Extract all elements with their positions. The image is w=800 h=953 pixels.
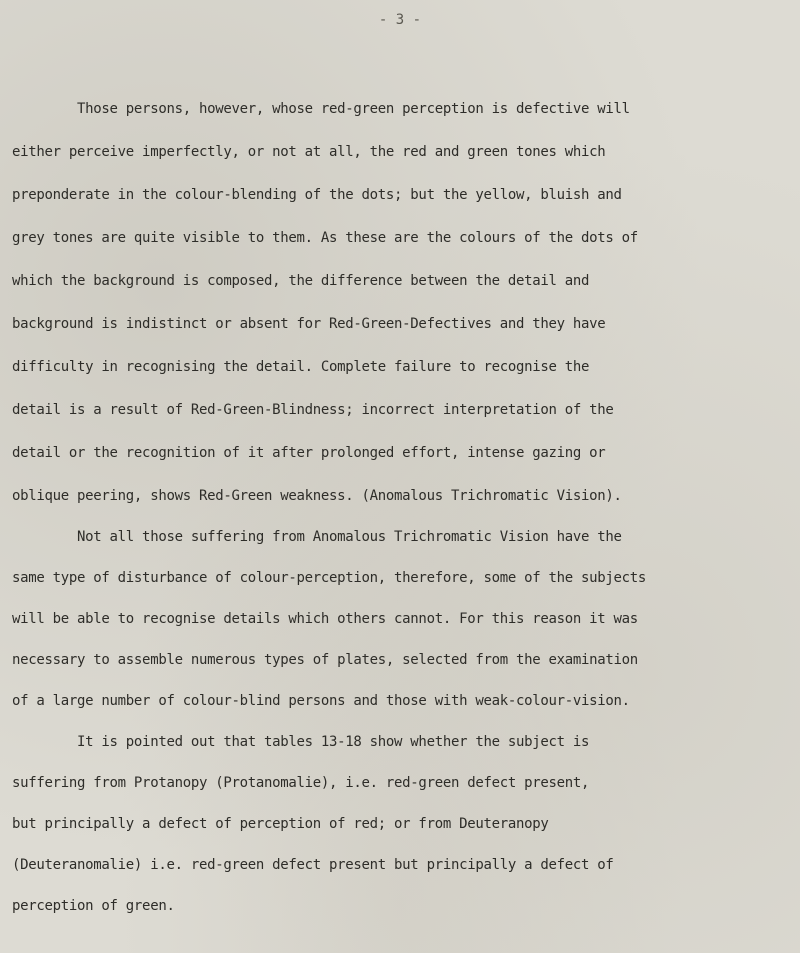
page-number: - 3 - bbox=[378, 12, 422, 28]
text-line: It is pointed out that tables 13-18 show whether the subject is bbox=[12, 734, 590, 750]
text-line: detail or the recognition of it after prolonged effort, intense gazing or bbox=[12, 445, 606, 461]
text-line: but principally a defect of perception of red; or from Deuteranopy bbox=[12, 816, 549, 832]
text-line: same type of disturbance of colour-perception, therefore, some of the subjects bbox=[12, 570, 647, 586]
text-line: suffering from Protanopy (Protanomalie), i.e. red-green defect present, bbox=[12, 775, 590, 791]
text-line: (Deuteranomalie) i.e. red-green defect present but principally a defect of bbox=[12, 857, 614, 873]
text-line: either perceive imperfectly, or not at all, the red and green tones which bbox=[12, 144, 606, 160]
text-line: Not all those suffering from Anomalous Trichromatic Vision have the bbox=[12, 529, 622, 545]
text-line: background is indistinct or absent for Red-Green-Defectives and they have bbox=[12, 316, 606, 332]
text-line: difficulty in recognising the detail. Complete failure to recognise the bbox=[12, 359, 590, 375]
text-line: perception of green. bbox=[12, 898, 175, 914]
text-line: preponderate in the colour-blending of the dots; but the yellow, bluish and bbox=[12, 187, 622, 203]
text-line: of a large number of colour-blind persons and those with weak-colour-vision. bbox=[12, 693, 630, 709]
text-line: oblique peering, shows Red-Green weakness. (Anomalous Trichromatic Vision). bbox=[12, 488, 622, 504]
text-line: which the background is composed, the difference between the detail and bbox=[12, 273, 590, 289]
text-line: detail is a result of Red-Green-Blindness; incorrect interpretation of the bbox=[12, 402, 614, 418]
text-line: Those persons, however, whose red-green perception is defective will bbox=[12, 101, 630, 117]
text-line: will be able to recognise details which others cannot. For this reason it was bbox=[12, 611, 638, 627]
text-line: necessary to assemble numerous types of plates, selected from the examination bbox=[12, 652, 638, 668]
text-line: grey tones are quite visible to them. As these are the colours of the dots of bbox=[12, 230, 638, 246]
